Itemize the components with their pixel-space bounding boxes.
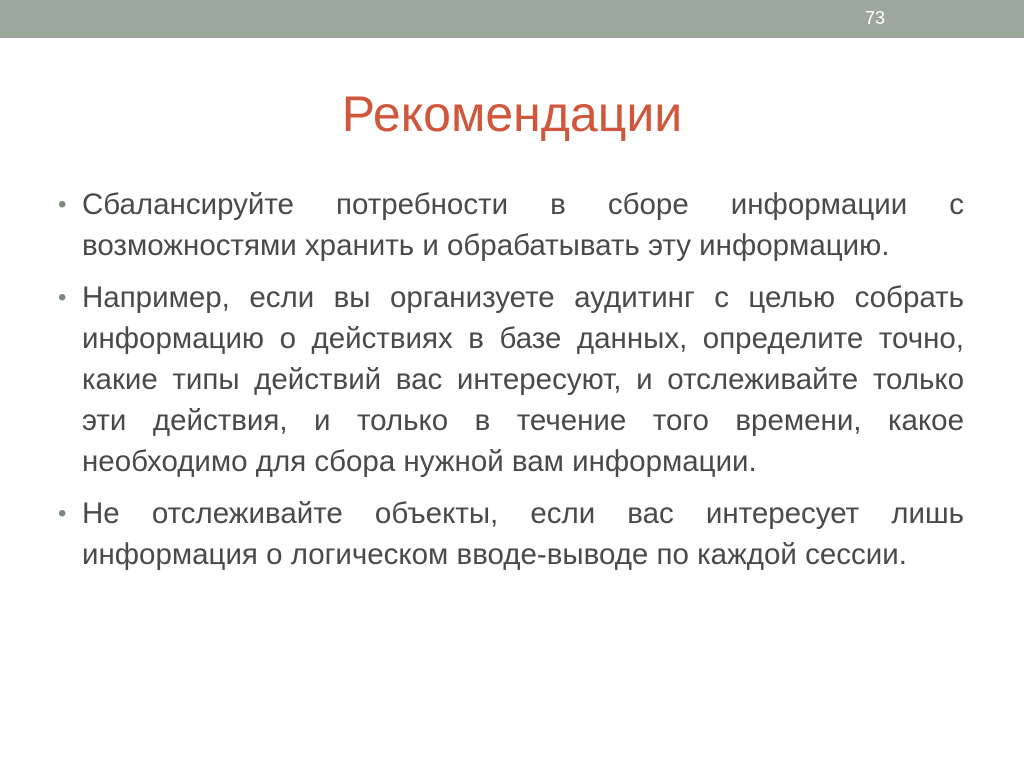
bullet-text: Не отслеживайте объекты, если вас интересует лишь информация о логическом вводе-выводе по каждой сессии. — [82, 497, 964, 571]
slide-number: 73 — [864, 8, 886, 28]
slide-title: Рекомендации — [341, 86, 683, 142]
bullet-item — [58, 277, 964, 482]
bullet-item — [58, 493, 964, 575]
bullet-icon: • — [58, 191, 67, 218]
bullet-text: Например, если вы организуете аудитинг с целью собрать информацию о действиях в базе данных, определите точно, какие типы действий вас интересуют, и отслеживайте только эти действия, и только в течение того времени, какое необходимо для сбора нужной вам информации. — [82, 281, 964, 478]
bullet-icon: • — [58, 284, 67, 311]
bullet-item — [58, 184, 964, 266]
bullet-icon: • — [58, 500, 67, 527]
top-bar — [0, 0, 1024, 38]
bullet-list — [58, 184, 964, 586]
bullet-text: Сбалансируйте потребности в сборе информации с возможностями хранить и обрабатывать эту информацию. — [82, 188, 964, 262]
